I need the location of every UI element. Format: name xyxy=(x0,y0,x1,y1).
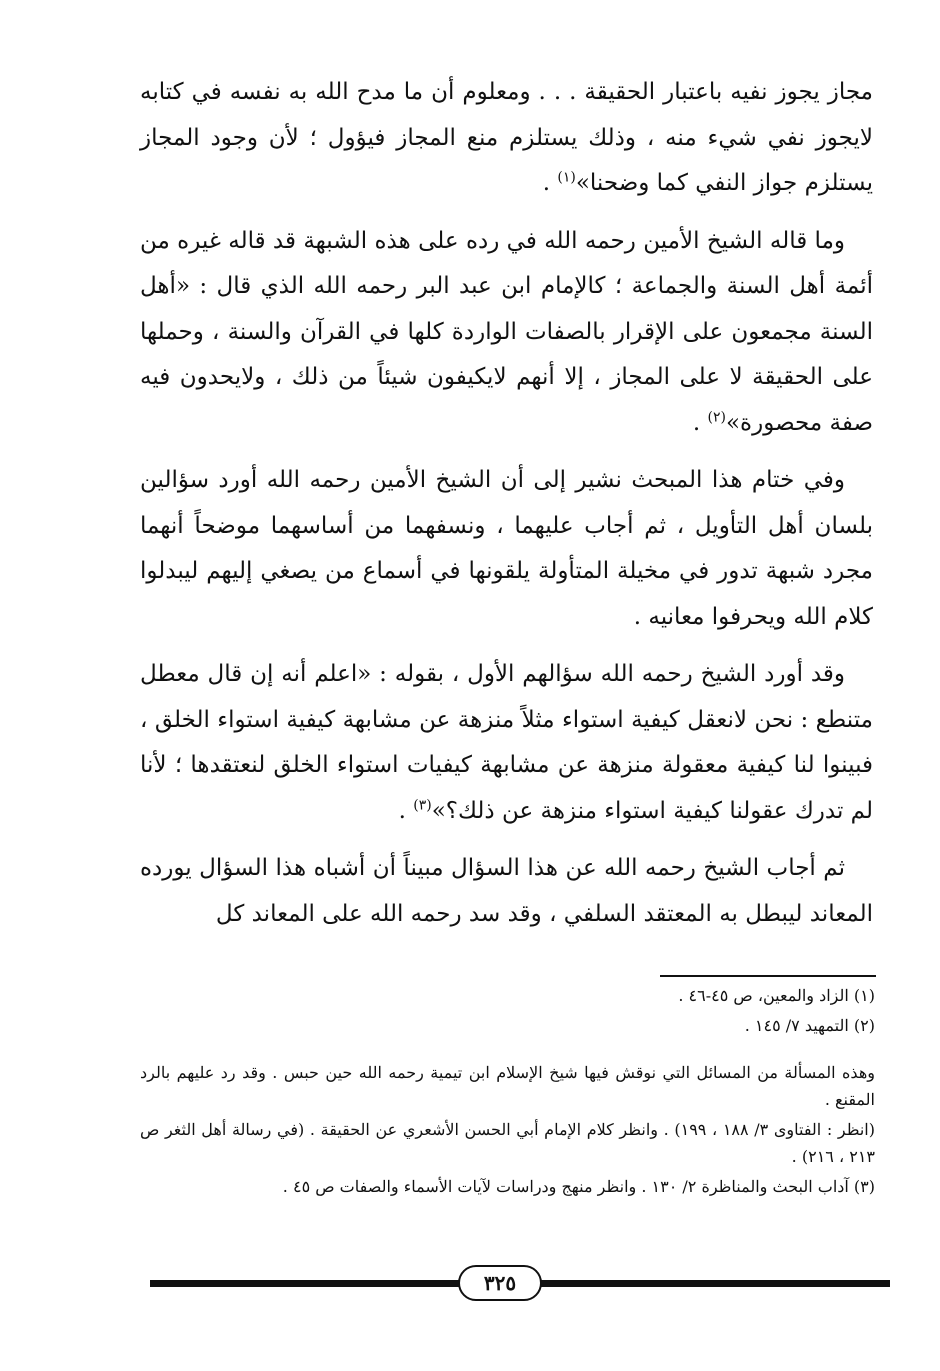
paragraph-2 xyxy=(140,219,873,447)
paragraph-tail: . xyxy=(692,409,708,436)
paragraph-4 xyxy=(140,652,873,834)
paragraph-3 xyxy=(140,458,873,640)
paragraph-1 xyxy=(140,70,873,207)
paragraph-text: وقد أورد الشيخ رحمه الله سؤالهم الأول ، بقوله : «اعلم أنه إن قال معطل متنطع : نحن لانعقل كيفية استواء مثلاً منزهة عن مشابهة كيفية استواء الخلق ، فبينوا لنا كيفية معقولة منزهة عن مشابهة كيفيات استواء الخلق لنعتقدها ؛ لأنا لم تدرك عقولنا كيفية استواء منزهة عن ذلك؟» xyxy=(140,661,873,824)
main-text xyxy=(140,70,873,949)
paragraph-text: وما قاله الشيخ الأمين رحمه الله في رده على هذه الشبهة قد قاله غيره من أئمة أهل السنة والجماعة ؛ كالإمام ابن عبد البر رحمه الله الذي قال : «أهل السنة مجمعون على الإقرار بالصفات الواردة كلها في القرآن والسنة ، وحملها على الحقيقة لا على المجاز ، إلا أنهم لايكيفون شيئاً من ذلك ، ولايحدون فيه صفة محصورة» xyxy=(140,227,873,436)
paragraph-text: وفي ختام هذا المبحث نشير إلى أن الشيخ الأمين رحمه الله أورد سؤالين بلسان أهل التأويل ، ثم أجاب عليهما ، ونسفهما من أساسهما موضحاً أنهما مجرد شبهة تدور في مخيلة المتأولة يلقونها في أسماع من يصغي إليهم ليبدلوا كلام الله ويحرفوا معانيه . xyxy=(140,467,873,630)
footnote-3: (٣) آداب البحث والمناظرة ٢/ ١٣٠ . وانظر منهج ودراسات لآيات الأسماء والصفات ص ٤٥ . xyxy=(282,1177,875,1196)
paragraph-tail: . xyxy=(542,170,558,196)
page-number: ٣٢٥ xyxy=(458,1265,542,1301)
footnote-ref: (٢) xyxy=(707,408,726,425)
footnote-separator xyxy=(660,975,876,977)
paragraph-text: مجاز يجوز نفيه باعتبار الحقيقة . . . ومعلوم أن ما مدح الله به نفسه في كتابه لايجوز نفي شيء منه ، وذلك يستلزم منع المجاز فيؤول ؛ لأن وجود المجاز يستلزم جواز النفي كما وضحنا» xyxy=(140,79,873,196)
footnote-1: (١) الزاد والمعين، ص ٤٥-٤٦ . xyxy=(678,986,875,1005)
footnote-ref: (١) xyxy=(557,169,576,186)
footnote-2: (٢) التمهيد ٧/ ١٤٥ . xyxy=(744,1016,875,1035)
paragraph-tail: . xyxy=(398,797,414,824)
paragraph-text: ثم أجاب الشيخ رحمه الله عن هذا السؤال مبيناً أن أشباه هذا السؤال يورده المعاند ليبطل به المعتقد السلفي ، وقد سد رحمه الله على المعاند كل xyxy=(140,855,873,927)
footnote-2-continuation: وهذه المسألة من المسائل التي نوقش فيها شيخ الإسلام ابن تيمية رحمه الله حين حبس . وقد رد عليهم بالرد المقنع . xyxy=(140,1063,875,1109)
footnote-2-reference: (انظر : الفتاوى ٣/ ١٨٨ ، ١٩٩) . وانظر كلام الإمام أبي الحسن الأشعري عن الحقيقة . (في رسالة أهل الثغر ص ٢١٣ ، ٢١٦) . xyxy=(140,1120,875,1166)
paragraph-5 xyxy=(140,846,873,937)
footnote-ref: (٣) xyxy=(413,796,432,813)
footnotes xyxy=(140,982,875,1203)
